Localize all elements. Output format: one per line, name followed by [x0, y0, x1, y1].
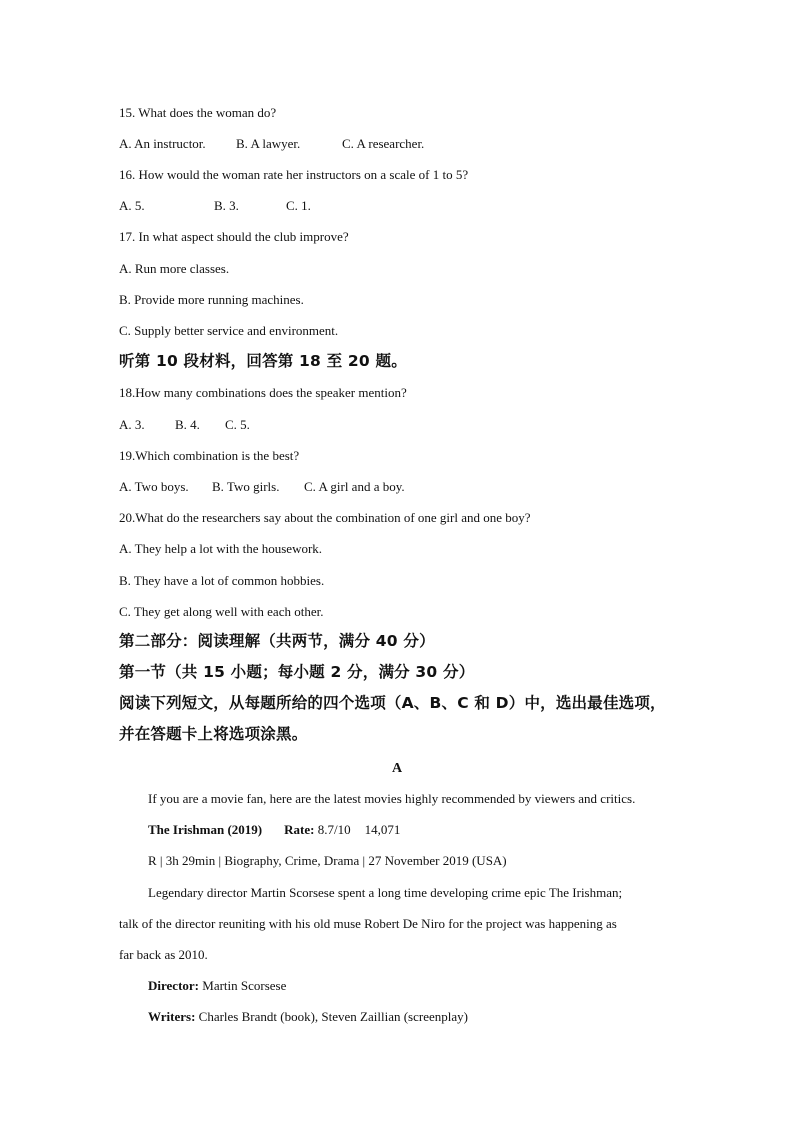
- question-17-option-b: B. Provide more running machines.: [119, 292, 304, 307]
- instructions-line-1: 阅读下列短文，从每题所给的四个选项（A、B、C 和 D）中，选出最佳选项，: [119, 694, 666, 712]
- question-20-option-c: C. They get along well with each other.: [119, 604, 324, 619]
- rate-value: 8.7/10: [317, 822, 351, 837]
- movie-description-1: Legendary director Martin Scorsese spent a long time developing crime epic The Irishman;: [148, 885, 623, 900]
- question-19: 19.Which combination is the best?: [119, 448, 300, 463]
- option-c: C. A researcher.: [342, 136, 425, 151]
- option-a: A. An instructor.: [119, 136, 206, 151]
- question-16-options: [119, 198, 311, 214]
- question-18: 18.How many combinations does the speaker mention?: [119, 385, 407, 400]
- part-2-heading: 第二部分：阅读理解（共两节，满分 40 分）: [119, 632, 435, 650]
- question-17-option-a: A. Run more classes.: [119, 261, 230, 276]
- option-a: A. Two boys.: [119, 479, 189, 494]
- option-b: B. A lawyer.: [236, 136, 301, 151]
- question-16: 16. How would the woman rate her instructors on a scale of 1 to 5?: [119, 167, 469, 182]
- option-c: C. 5.: [225, 417, 250, 432]
- section-1-heading: 第一节（共 15 小题；每小题 2 分，满分 30 分）: [119, 663, 475, 681]
- movie-title: The Irishman (2019): [148, 822, 263, 837]
- director-name: Martin Scorsese: [202, 978, 287, 993]
- option-b: B. 4.: [175, 417, 200, 432]
- question-17: 17. In what aspect should the club improve?: [119, 229, 349, 244]
- movie-description-3: far back as 2010.: [119, 947, 208, 962]
- question-20-option-a: A. They help a lot with the housework.: [119, 541, 323, 556]
- option-b: B. 3.: [214, 198, 239, 213]
- movie-writers: [148, 1009, 468, 1025]
- question-20-option-b: B. They have a lot of common hobbies.: [119, 573, 325, 588]
- rate-label: Rate:: [284, 822, 315, 837]
- question-15: 15. What does the woman do?: [119, 105, 277, 120]
- option-a: A. 5.: [119, 198, 145, 213]
- movie-info: R | 3h 29min | Biography, Crime, Drama | 27 November 2019 (USA): [148, 853, 507, 868]
- movie-director: [148, 978, 286, 994]
- question-15-options: [119, 136, 424, 152]
- question-18-options: [119, 417, 250, 433]
- question-19-options: [119, 479, 405, 495]
- question-20: 20.What do the researchers say about the combination of one girl and one boy?: [119, 510, 531, 525]
- director-label: Director:: [148, 978, 200, 993]
- option-c: C. A girl and a boy.: [304, 479, 405, 494]
- movie-description-2: talk of the director reuniting with his old muse Robert De Niro for the project was happening as: [119, 916, 617, 931]
- instructions-line-2: 并在答题卡上将选项涂黑。: [119, 725, 308, 743]
- writers-names: Charles Brandt (book), Steven Zaillian (screenplay): [198, 1009, 468, 1024]
- option-c: C. 1.: [286, 198, 311, 213]
- option-b: B. Two girls.: [212, 479, 280, 494]
- passage-intro: If you are a movie fan, here are the latest movies highly recommended by viewers and critics.: [148, 791, 636, 806]
- question-17-option-c: C. Supply better service and environment.: [119, 323, 339, 338]
- vote-count: 14,071: [364, 822, 401, 837]
- section-10-heading: 听第 10 段材料，回答第 18 至 20 题。: [119, 352, 407, 370]
- passage-letter: A: [391, 761, 403, 776]
- writers-label: Writers:: [148, 1009, 196, 1024]
- option-a: A. 3.: [119, 417, 145, 432]
- movie-header: [148, 822, 400, 838]
